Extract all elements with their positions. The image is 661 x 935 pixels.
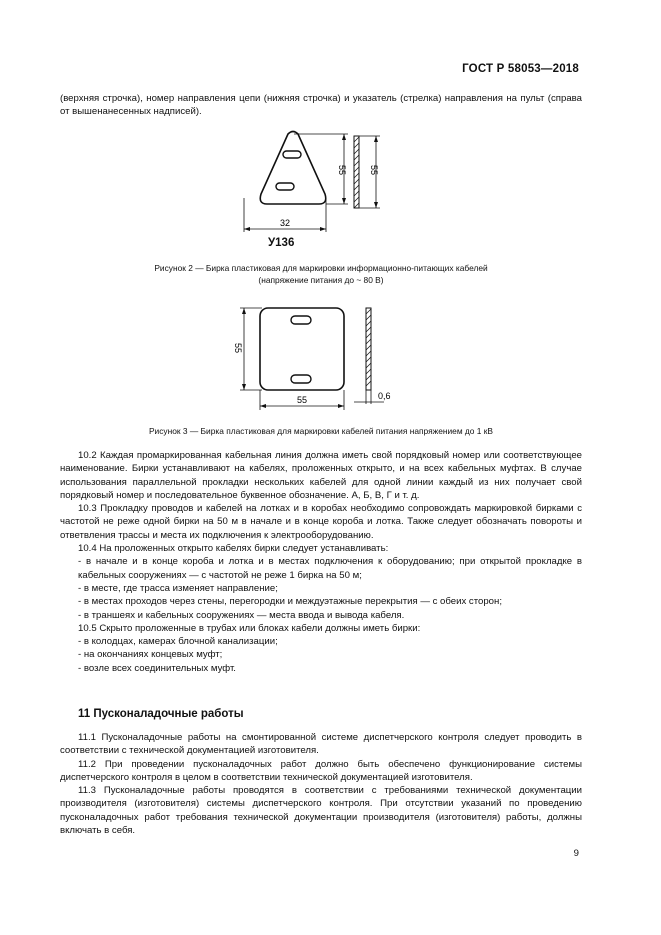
fig2-dim-height: 55 <box>337 164 347 176</box>
fig3-dim-height: 55 <box>233 342 243 354</box>
triangle-tag-shape <box>260 132 326 205</box>
paragraph-11-3: 11.3 Пусконаладочные работы проводятся в соответствии с требованиями технической документации производителя (изготовителя) системы диспетчерского контроля. При отсутствии указаний по проведению пусконаладочных работ требования технической документации производителя (изготовителя) работы, должны включать в себя. <box>60 785 582 837</box>
figure-2-caption-line1: Рисунок 2 — Бирка пластиковая для маркировки информационно-питающих кабелей <box>154 263 488 273</box>
tag-slot-upper <box>283 151 301 158</box>
document-code: ГОСТ Р 58053—2018 <box>462 63 579 75</box>
paragraph-10-3: 10.3 Прокладку проводов и кабелей на лотках и в коробах необходимо сопровождать маркировкой бирками с частотой не реже одной бирки на 50 м в начале и в конце короба и лотка. Также следует обозначать повороты и ответвления трассы и места их подключения к электрооборудованию. <box>60 503 582 541</box>
section-11-title: 11 Пусконаладочные работы <box>78 708 244 720</box>
section-10-text <box>60 449 582 675</box>
fig2-dim-height-side: 55 <box>369 164 379 176</box>
tag-slot-lower <box>276 183 294 190</box>
fig3-dim-width: 55 <box>296 395 308 405</box>
figure-3-drawing <box>230 300 410 412</box>
list-item: - в начале и в конце короба и лотка и в местах подключения к оборудованию; при открытой прокладке в кабельных сооружениях — с частотой не реже 1 бирка на 50 м; <box>78 556 582 581</box>
figure-3-caption: Рисунок 3 — Бирка пластиковая для маркировки кабелей питания напряжением до 1 кВ <box>148 426 494 436</box>
fig3-dim-thickness: 0,6 <box>378 391 391 401</box>
figure-2-drawing <box>230 128 400 238</box>
page-number: 9 <box>573 848 579 859</box>
fig2-dim-width: 32 <box>279 218 291 228</box>
list-item: - на окончаниях концевых муфт; <box>78 649 223 661</box>
list-item: - возле всех соединительных муфт. <box>78 662 236 674</box>
list-item: - в колодцах, камерах блочной канализации; <box>78 636 278 648</box>
paragraph-10-4: 10.4 На проложенных открыто кабелях бирки следует устанавливать: <box>78 543 389 555</box>
tag-slot-lower <box>291 375 311 383</box>
figure-2-label: У136 <box>268 237 295 249</box>
paragraph-10-5: 10.5 Скрыто проложенные в трубах или блоках кабели должны иметь бирки: <box>78 622 421 634</box>
paragraph-10-2: 10.2 Каждая промаркированная кабельная линия должна иметь свой порядковый номер или соответствующее наименование. Бирки устанавливают на кабелях, проложенных открыто, и на всех кабельных муфтах. В случае использования параллельной прокладки нескольких кабелей для одной линии каждый из них получает свой порядковый номер и последовательное буквенное обозначение. А, Б, В, Г и т. д. <box>60 450 582 501</box>
square-tag-shape <box>260 308 344 390</box>
list-item: - в месте, где трасса изменяет направление; <box>78 582 278 594</box>
list-item: - в местах проходов через стены, перегородки и междуэтажные перекрытия — с обеих сторон; <box>78 596 502 608</box>
figure-2-caption <box>60 262 582 286</box>
paragraph-11-2: 11.2 При проведении пусконаладочных работ должно быть обеспечено функционирование системы диспетчерского контроля в целом в соответствии технической документацией изготовителя. <box>60 758 582 783</box>
list-item: - в траншеях и кабельных сооружениях — места ввода и вывода кабеля. <box>78 609 405 621</box>
intro-text: (верхняя строчка), номер направления цепи (нижняя строчка) и указатель (стрелка) направления на пульт (справа от вышенанесенных надписей). <box>60 93 582 118</box>
paragraph-11-1: 11.1 Пусконаладочные работы на смонтированной системе диспетчерского контроля следует проводить в соответствии с технической документацией изготовителя. <box>60 732 582 757</box>
intro-paragraph <box>60 92 582 119</box>
tag-slot-upper <box>291 316 311 324</box>
figure-2-caption-line2: (напряжение питания до ~ 80 В) <box>258 275 384 285</box>
section-11-text <box>60 731 582 837</box>
